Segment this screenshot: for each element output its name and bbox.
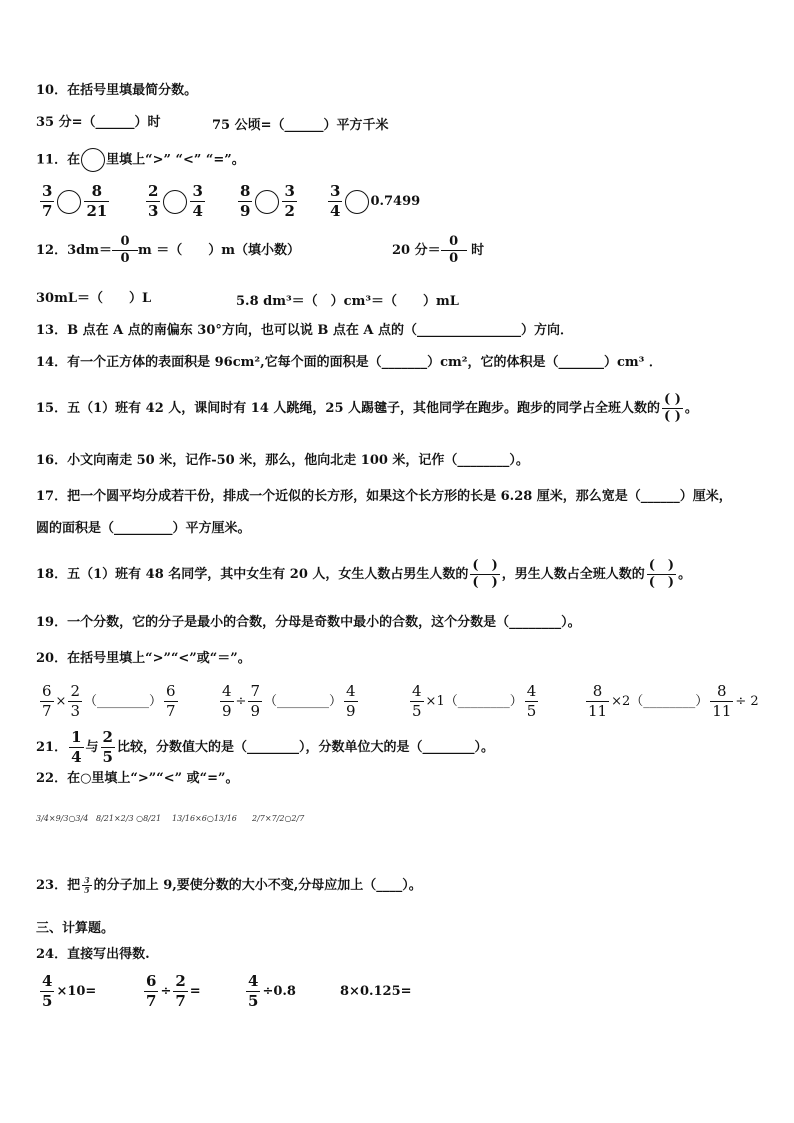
q11-title — [36, 148, 245, 172]
compare-circle — [81, 148, 105, 172]
q12-part-c: 30mL＝（ ）L — [36, 291, 152, 306]
q12-part-a: 12．3dm＝ $\frac{0}{0}$ m ＝（ ）m（填小数） — [36, 234, 301, 266]
q11-item-3: $\frac{8}{9}$ $\frac{3}{2}$ — [240, 182, 295, 220]
q17-line-2: 圆的面积是（_________）平方厘米。 — [36, 521, 251, 536]
q24-item-1: $\frac{4}{5}$ ×10= — [42, 972, 97, 1010]
q10-part-a: 35 分=（______）时 — [36, 115, 161, 130]
q22-item-2: 8/21×2/3 ○8/21 — [96, 814, 162, 823]
compare-circle[interactable] — [57, 190, 81, 214]
q23: 23．把 $\frac{3}{5}$ 的分子加上 9,要使分数的大小不变,分母应加上（____）。 — [36, 875, 422, 895]
q22-item-4: 2/7×7/2○2/7 — [252, 814, 305, 823]
q24-item-3: $\frac{4}{5}$ ÷0.8 — [248, 972, 296, 1010]
q10-part-b: 75 公顷=（______）平方千米 — [212, 118, 389, 133]
q13: 13．B 点在 A 点的南偏东 30°方向，也可以说 B 点在 A 点的（________________）方向． — [36, 323, 574, 338]
q11-pre: 11．在 — [36, 152, 81, 168]
q18: 18．五（1）班有 48 名同学，其中女生有 20 人，女生人数占男生人数的 $\frac{( )}{( )}$ ，男生人数占全班人数的 $\frac{( )}{( )}$ 。 — [36, 558, 692, 590]
q12-part-b: 20 分＝ $\frac{0}{0}$ 时 — [392, 234, 485, 266]
q20-title: 20．在括号里填上“>”“<”或“＝”。 — [36, 651, 251, 666]
q20-item-2: $\frac{4}{9}$ ÷ $\frac{7}{9}$ （________） $\frac{4}{9}$ — [222, 682, 356, 720]
q24-item-2: $\frac{6}{7}$ ÷ $\frac{2}{7}$ = — [146, 972, 201, 1010]
q24-title: 24．直接写出得数. — [36, 947, 150, 962]
q19: 19．一个分数，它的分子是最小的合数，分母是奇数中最小的合数，这个分数是（________）。 — [36, 615, 581, 630]
q17-line-1: 17．把一个圆平均分成若干份，排成一个近似的长方形，如果这个长方形的长是 6.28 厘米，那么宽是（______）厘米， — [36, 489, 732, 504]
compare-circle[interactable] — [163, 190, 187, 214]
q12-part-d: 5.8 dm³＝（ ）cm³＝（ ）mL — [236, 294, 459, 309]
q22-title: 22．在○里填上“>”“<” 或“=”。 — [36, 771, 239, 786]
q16: 16．小文向南走 50 米，记作-50 米，那么，他向北走 100 米，记作（________）。 — [36, 453, 529, 468]
q11-item-4: $\frac{3}{4}$ 0.7499 — [330, 182, 421, 220]
q14: 14．有一个正方体的表面积是 96cm²,它每个面的面积是（_______）cm²，它的体积是（_______）cm³ ． — [36, 355, 662, 370]
q20-item-1: $\frac{6}{7}$ × $\frac{2}{3}$ （________） $\frac{6}{7}$ — [42, 682, 176, 720]
q20-item-4: $\frac{8}{11}$ ×2（________） $\frac{8}{11}$ ÷ 2 — [588, 682, 759, 720]
q11-post: 里填上“>” “<” “=”。 — [106, 152, 245, 168]
compare-circle[interactable] — [255, 190, 279, 214]
section-title: 三、计算题。 — [36, 921, 115, 936]
q11-item-1: $\frac{3}{7}$ $\frac{8}{21}$ — [42, 182, 108, 220]
q21: 21． $\frac{1}{4}$ 与 $\frac{2}{5}$ 比较，分数值大的是（________），分数单位大的是（________）。 — [36, 728, 494, 766]
q24-item-4: 8×0.125= — [340, 984, 412, 999]
q22-item-3: 13/16×6○13/16 — [172, 814, 237, 823]
q15: 15．五（1）班有 42 人，课间时有 14 人跳绳，25 人踢毽子，其他同学在跑步。跑步的同学占全班人数的 $\frac{( )}{( )}$ 。 — [36, 392, 698, 424]
q20-item-3: $\frac{4}{5}$ ×1（________） $\frac{4}{5}$ — [412, 682, 537, 720]
q11-item-2: $\frac{2}{3}$ $\frac{3}{4}$ — [148, 182, 203, 220]
compare-circle[interactable] — [345, 190, 369, 214]
q22-item-1: 3/4×9/3○3/4 — [36, 814, 89, 823]
q10-title: 10．在括号里填最简分数。 — [36, 83, 198, 98]
